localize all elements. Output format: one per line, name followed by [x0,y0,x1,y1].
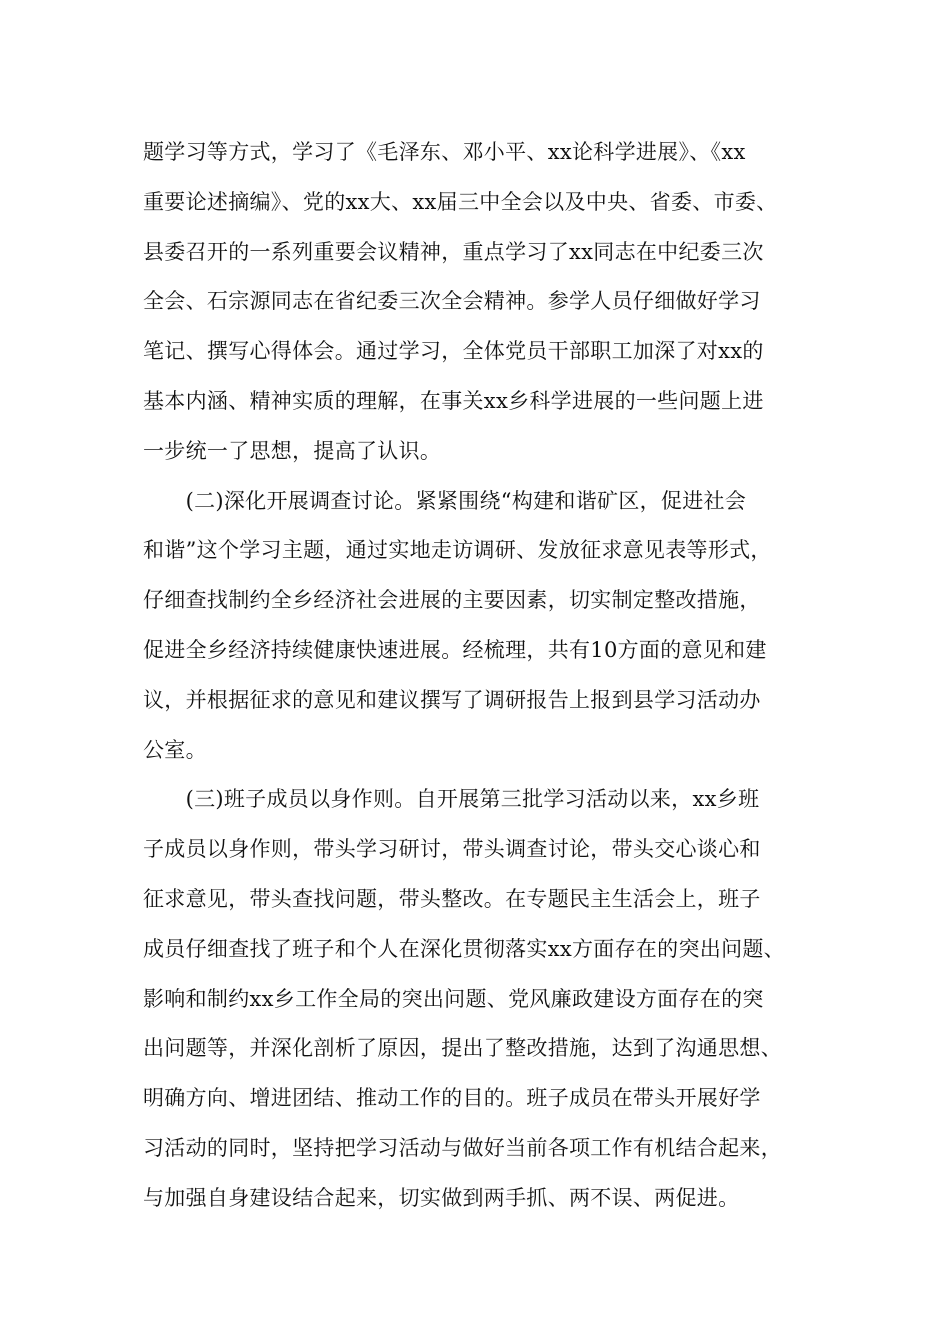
text-line: 和谐”这个学习主题，通过实地走访调研、发放征求意见表等形式， [143,538,772,563]
text-line: 公室。 [143,737,207,762]
text-line: 题学习等方式，学习了《毛泽东、邓小平、xx论科学进展》、《xx [143,140,746,164]
text-line: 子成员以身作则，带头学习研讨，带头调查讨论，带头交心谈心和 [143,837,761,862]
document-body [143,128,823,1224]
text-line: 出问题等，并深化剖析了原因，提出了整改措施，达到了沟通思想、 [143,1036,782,1061]
text-line: (三)班子成员以身作则。自开展第三批学习活动以来，xx乡班 [143,787,760,812]
text-line: 县委召开的一系列重要会议精神，重点学习了xx同志在中纪委三次 [143,239,764,264]
text-line: 征求意见，带头查找问题，带头整改。在专题民主生活会上，班子 [143,886,761,911]
text-line: 笔记、撰写心得体会。通过学习，全体党员干部职工加深了对xx的 [143,339,764,364]
text-line: 议，并根据征求的意见和建议撰写了调研报告上报到县学习活动办 [143,687,761,712]
text-line: 一步统一了思想，提高了认识。 [143,438,442,463]
text-line: 促进全乡经济持续健康快速进展。经梳理，共有10方面的意见和建 [143,637,767,662]
paragraph-leadership [143,775,823,1223]
text-line: 影响和制约xx乡工作全局的突出问题、党风廉政建设方面存在的突 [143,986,764,1011]
text-line: 全会、石宗源同志在省纪委三次全会精神。参学人员仔细做好学习 [143,289,761,314]
text-line: 仔细查找制约全乡经济社会进展的主要因素，切实制定整改措施， [143,588,761,613]
text-line: 重要论述摘编》、党的xx大、xx届三中全会以及中央、省委、市委、 [143,189,778,214]
text-line: 习活动的同时，坚持把学习活动与做好当前各项工作有机结合起来， [143,1135,782,1160]
text-line: 与加强自身建设结合起来，切实做到两手抓、两不误、两促进。 [143,1185,740,1210]
paragraph-investigation [143,477,823,776]
text-line: (二)深化开展调查讨论。紧紧围绕“构建和谐矿区，促进社会 [143,488,747,513]
text-line: 成员仔细查找了班子和个人在深化贯彻落实xx方面存在的突出问题、 [143,936,785,961]
text-line: 明确方向、增进团结、推动工作的目的。班子成员在带头开展好学 [143,1086,761,1111]
text-line: 基本内涵、精神实质的理解，在事关xx乡科学进展的一些问题上进 [143,388,764,413]
paragraph-study [143,128,823,477]
